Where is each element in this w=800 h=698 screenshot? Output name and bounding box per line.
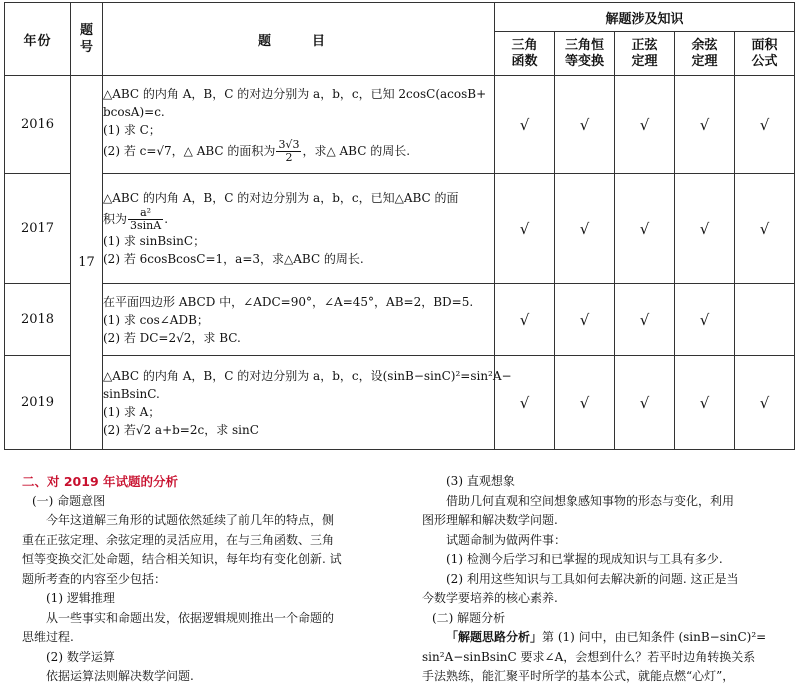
row-year: 2018	[5, 284, 71, 356]
analysis-line: (1) 检测今后学习和已掌握的现成知识与工具有多少.	[446, 552, 723, 566]
question-line: △ABC 的内角 A，B，C 的对边分别为 a，b，c，已知 2cosC(acosB+	[103, 87, 487, 101]
solution-approach-label: 「解题思路分析」	[446, 630, 543, 644]
check-cell: √	[555, 356, 615, 450]
check-cell: √	[675, 356, 735, 450]
subheader-sine-law	[615, 32, 675, 76]
check-cell: √	[675, 174, 735, 284]
row-year: 2019	[5, 356, 71, 450]
table-row	[5, 76, 795, 174]
question-line: bcosA)=c.	[103, 105, 165, 119]
question-number: 17	[71, 76, 103, 450]
analysis-line: 今年这道解三角形的试题依然延续了前几年的特点，侧	[46, 513, 335, 527]
analysis-line: 重在正弦定理、余弦定理的灵活应用，在与三角函数、三角	[22, 532, 335, 547]
question-line: (2) 若 6cosBcosC=1，a=3，求△ABC 的周长.	[103, 252, 364, 266]
fraction	[128, 207, 163, 232]
check-cell: √	[735, 76, 795, 174]
fraction-denominator: 3sinA	[130, 219, 162, 232]
analysis-line: 思维过程.	[22, 630, 74, 644]
subheader-text: 三角恒 等变换	[564, 37, 604, 69]
fraction-numerator: 3√3	[278, 138, 300, 151]
fraction-numerator: a²	[128, 207, 163, 220]
header-number-text: 题 号	[79, 23, 93, 55]
check-cell: √	[675, 284, 735, 356]
header-number	[71, 3, 103, 76]
check-cell: √	[615, 76, 675, 174]
table-row	[5, 356, 795, 450]
question-line-part: ，求△ ABC 的周长.	[302, 144, 411, 158]
question-line	[103, 139, 494, 164]
question-line: (1) 求 A；	[103, 404, 161, 419]
fraction	[276, 139, 301, 164]
check-cell: √	[675, 76, 735, 174]
analysis-line: 今数学要培养的核心素养.	[422, 591, 558, 605]
subheader-cosine-law	[675, 32, 735, 76]
row-year: 2017	[5, 174, 71, 284]
question-line: △ABC 的内角 A，B，C 的对边分别为 a，b，c，设(sinB−sinC)²=sin²A−	[103, 368, 512, 383]
analysis-line: 依据运算法则解决数学问题.	[46, 669, 194, 683]
analysis-line: 题所考查的内容至少包括：	[22, 571, 167, 586]
analysis-line: 从一些事实和命题出发，依据逻辑规则推出一个命题的	[46, 610, 335, 625]
question-text	[103, 356, 512, 450]
question-line: (1) 求 sinBsinC；	[103, 234, 206, 248]
check-cell: √	[555, 174, 615, 284]
question-line: (1) 求 cos∠ADB；	[103, 312, 209, 327]
header-topic: 题 目	[103, 3, 495, 76]
question-line	[103, 207, 494, 232]
question-text	[103, 76, 495, 174]
analysis-right-column	[422, 472, 790, 687]
fraction-denominator: 2	[285, 151, 293, 164]
header-year: 年份	[5, 3, 71, 76]
analysis-line: 借助几何直观和空间想象感知事物的形态与变化，利用	[446, 493, 735, 508]
question-line: (2) 若√2 a+b=2c，求 sinC	[103, 422, 259, 437]
analysis-left-column	[22, 472, 386, 687]
analysis-line: 图形理解和解决数学问题.	[422, 513, 558, 527]
question-line-part: (2) 若 c=√7，△ ABC 的面积为	[103, 144, 276, 158]
question-line: △ABC 的内角 A，B，C 的对边分别为 a，b，c，已知△ABC 的面	[103, 191, 459, 205]
question-line-part: .	[164, 212, 169, 226]
analysis-right-lines	[422, 472, 790, 628]
subheader-trig-identity	[555, 32, 615, 76]
subheader-area-formula	[735, 32, 795, 76]
table-row	[5, 174, 795, 284]
subheader-text: 余弦 定理	[691, 37, 718, 69]
header-knowledge: 解题涉及知识	[495, 3, 795, 32]
analysis-line: 恒等变换交汇处命题，结合相关知识，每年均有变化创新. 试	[22, 552, 342, 566]
question-line: (2) 若 DC=2√2，求 BC.	[103, 330, 241, 345]
analysis-line: sin²A−sinBsinC 要求∠A，会想到什么？若平时边角转换关系	[422, 649, 756, 664]
question-line: (1) 求 C；	[103, 123, 161, 137]
check-cell: √	[555, 76, 615, 174]
subheader-text: 面积 公式	[751, 37, 778, 69]
subheader-text: 正弦 定理	[631, 37, 658, 69]
check-cell: √	[555, 284, 615, 356]
analysis-line: 试题命制为做两件事：	[446, 532, 567, 547]
check-cell: √	[615, 174, 675, 284]
check-cell: √	[495, 356, 555, 450]
question-text	[103, 284, 495, 356]
row-year: 2016	[5, 76, 71, 174]
analysis-line: (1) 逻辑推理	[46, 591, 115, 605]
subheader-text: 三角 函数	[511, 37, 538, 69]
question-line: sinBsinC.	[103, 386, 160, 401]
subsection-title: (二) 解题分析	[432, 610, 506, 625]
subheader-trig-function	[495, 32, 555, 76]
question-line: 在平面四边形 ABCD 中，∠ADC=90°，∠A=45°，AB=2，BD=5.	[103, 294, 474, 309]
analysis-line-part: 第 (1) 问中，由已知条件 (sinB−sinC)²=	[542, 630, 767, 644]
section-title: 二、对 2019 年试题的分析	[22, 474, 178, 489]
analysis-line: (2) 利用这些知识与工具如何去解决新的问题. 这正是当	[446, 571, 739, 586]
analysis-line: (2) 数学运算	[46, 649, 115, 664]
exam-question-table	[4, 2, 795, 450]
question-line-part: 积为	[103, 212, 128, 226]
check-cell: √	[735, 174, 795, 284]
subsection-title: (一) 命题意图	[32, 493, 106, 508]
check-cell: √	[495, 284, 555, 356]
check-cell: √	[615, 284, 675, 356]
check-cell: √	[735, 356, 795, 450]
check-cell	[735, 284, 795, 356]
analysis-line	[422, 628, 790, 648]
analysis-line: (3) 直观想象	[446, 474, 515, 488]
table-row	[5, 284, 795, 356]
analysis-line: 手法熟练，能汇聚平时所学的基本公式，就能点燃“心灯”，	[422, 669, 735, 683]
check-cell: √	[615, 356, 675, 450]
check-cell: √	[495, 174, 555, 284]
check-cell: √	[495, 76, 555, 174]
question-text	[103, 174, 495, 284]
